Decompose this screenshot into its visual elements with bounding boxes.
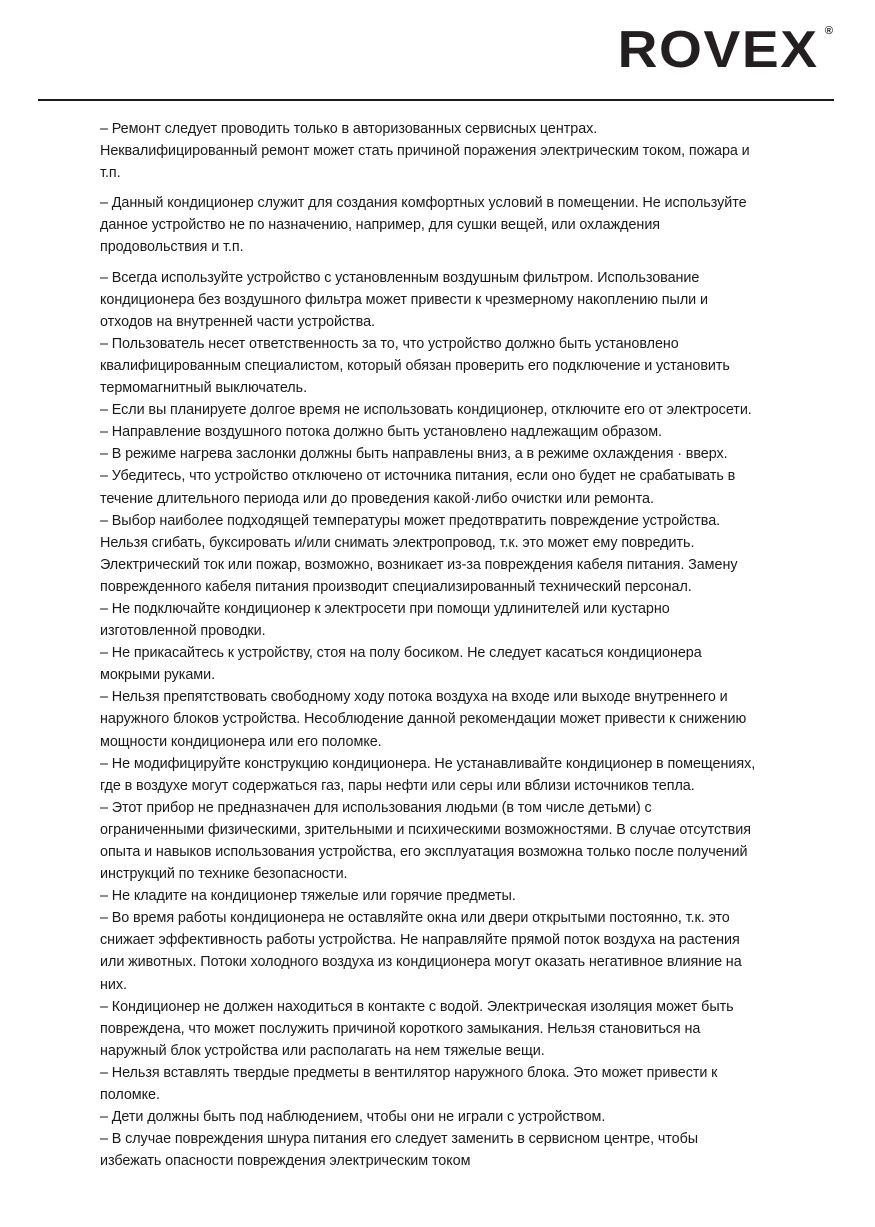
instruction-paragraph: – Если вы планируете долгое время не использовать кондиционер, отключите его от электросети.: [100, 402, 752, 419]
instruction-paragraph: – Не подключайте кондиционер к электросети при помощи удлинителей или кустарно изготовленной проводки.: [100, 600, 670, 640]
instruction-paragraph: – В режиме нагрева заслонки должны быть направлены вниз, а в режиме охлаждения · вверх.: [100, 446, 728, 463]
instruction-paragraph: – Нельзя вставлять твердые предметы в вентилятор наружного блока. Это может привести к поломке.: [100, 1064, 718, 1104]
instruction-paragraph: – Не модифицируйте конструкцию кондиционера. Не устанавливайте кондиционер в помещениях, где в воздухе могут содержаться газ, пары нефти или серы или вблизи источников тепла.: [100, 755, 756, 794]
instruction-paragraph: – Направление воздушного потока должно быть установлено надлежащим образом.: [100, 424, 662, 441]
instruction-paragraph: – Не кладите на кондиционер тяжелые или горячие предметы.: [100, 888, 516, 905]
instruction-paragraph: – Дети должны быть под наблюдением, чтобы они не играли с устройством.: [100, 1109, 606, 1126]
instruction-paragraph: – В случае повреждения шнура питания его следует заменить в сервисном центре, чтобы избежать опасности повреждения электрическим током: [100, 1131, 699, 1170]
instruction-paragraph: – Не прикасайтесь к устройству, стоя на полу босиком. Не следует касаться кондиционера мокрыми руками.: [100, 645, 702, 684]
instruction-paragraph: – Кондиционер не должен находиться в контакте с водой. Электрическая изоляция может быть повреждена, что может послужить причиной короткого замыкания. Нельзя становиться на наружный блок устройства или располагать на нем тяжелые вещи.: [100, 998, 734, 1059]
rovex-logo: [618, 21, 833, 79]
safety-instructions-list: [100, 118, 767, 1172]
instruction-paragraph: – Пользователь несет ответственность за то, что устройство должно быть установлено квалифицированным специалистом, который обязан проверить его подключение и установить термомагнитный выключатель.: [100, 335, 730, 397]
instruction-paragraph: – Этот прибор не предназначен для использования людьми (в том числе детьми) с ограниченными физическими, зрительными и психическими возможностями. В случае отсутствия опыта и навыков использования устройства, его эксплуатация возможна только после получений инструкций по технике безопасности.: [100, 799, 751, 883]
instruction-paragraph: – Выбор наиболее подходящей температуры может предотвратить повреждение устройства. Нельзя сгибать, буксировать и/или снимать электропровод, т.к. это может ему повредить. Электрический ток или пожар, возможно, возникает из-за повреждения кабеля питания. Замену поврежденного кабеля питания производит специализированный технический персонал.: [100, 512, 738, 595]
instruction-paragraph: – Нельзя препятствовать свободному ходу потока воздуха на входе или выходе внутреннего и наружного блоков устройства. Несоблюдение данной рекомендации может привести к снижению мощности кондиционера или его поломке.: [100, 689, 747, 750]
registered-trademark-icon: ®: [824, 25, 833, 37]
instruction-paragraph: – Во время работы кондиционера не оставляйте окна или двери открытыми постоянно, т.к. это снижает эффективность работы устройства. Не направляйте прямой поток воздуха на растения или животных. Потоки холодного воздуха из кондиционера могут оказать негативное влияние на них.: [100, 910, 742, 993]
rovex-logo-wordmark: ROVEX: [618, 21, 819, 79]
instruction-paragraph: – Убедитесь, что устройство отключено от источника питания, если оно будет не срабатывать в течение длительного периода или до проведения какой·либо очистки или ремонта.: [100, 468, 736, 507]
instruction-paragraph: – Всегда используйте устройство с установленным воздушным фильтром. Использование кондиционера без воздушного фильтра может привести к чрезмерному накоплению пыли и отходов на внутренней части устройства.: [100, 269, 708, 330]
header-divider: [38, 99, 834, 101]
page-header: [38, 21, 833, 100]
instruction-paragraph: – Данный кондиционер служит для создания комфортных условий в помещении. Не используйте данное устройство не по назначению, например, для сушки вещей, или охлаждения продовольствия и т.п.: [100, 195, 747, 256]
instruction-paragraph: – Ремонт следует проводить только в авторизованных сервисных центрах. Неквалифицированный ремонт может стать причиной поражения электрическим током, пожара и т.п.: [100, 121, 750, 182]
